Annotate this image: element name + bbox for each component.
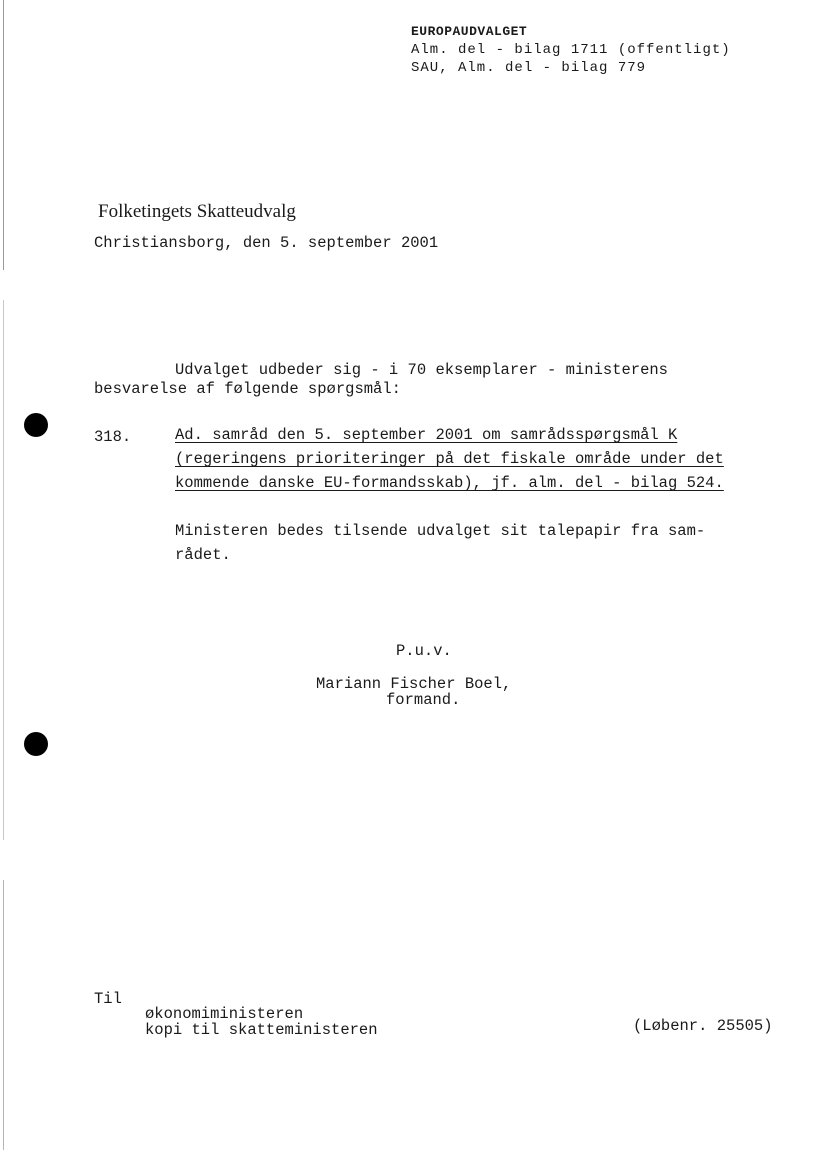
hole-punch-top <box>24 413 48 437</box>
signature-title: formand. <box>386 691 461 709</box>
question-number: 318. <box>94 428 132 446</box>
footer-til: Til <box>94 990 122 1008</box>
signature-puv: P.u.v. <box>396 642 452 660</box>
intro-line-2: besvarelse af følgende spørgsmål: <box>94 380 401 398</box>
signature-name: Mariann Fischer Boel, <box>316 675 512 693</box>
hole-punch-bottom <box>24 732 48 756</box>
intro-line-1: Udvalget udbeder sig - i 70 eksemplarer - ministerens <box>175 361 668 379</box>
question-line-1: Ad. samråd den 5. september 2001 om samrådsspørgsmål K <box>175 426 678 444</box>
committee-name: Folketingets Skatteudvalg <box>98 201 296 222</box>
header-appendix-1: Alm. del - bilag 1711 (offentligt) <box>411 42 731 58</box>
place-date: Christiansborg, den 5. september 2001 <box>94 234 439 252</box>
footer-recipient-2: kopi til skatteministeren <box>145 1021 378 1039</box>
question-line-3: kommende danske EU-formandsskab), jf. alm. del - bilag 524. <box>175 474 724 492</box>
header-committee: EUROPAUDVALGET <box>411 24 528 39</box>
question-line-2: (regeringens prioriteringer på det fiskale område under det <box>175 450 724 468</box>
footer-running-number: (Løbenr. 25505) <box>633 1017 773 1035</box>
scan-edge-middle <box>3 300 4 840</box>
header-appendix-2: SAU, Alm. del - bilag 779 <box>411 60 647 76</box>
scan-edge-top <box>3 0 4 270</box>
footer-recipient-1: økonomiministeren <box>145 1005 304 1023</box>
scan-edge-bottom <box>3 880 4 1150</box>
request-line-1: Ministeren bedes tilsende udvalget sit talepapir fra sam- <box>175 522 706 540</box>
request-line-2: rådet. <box>175 546 231 564</box>
